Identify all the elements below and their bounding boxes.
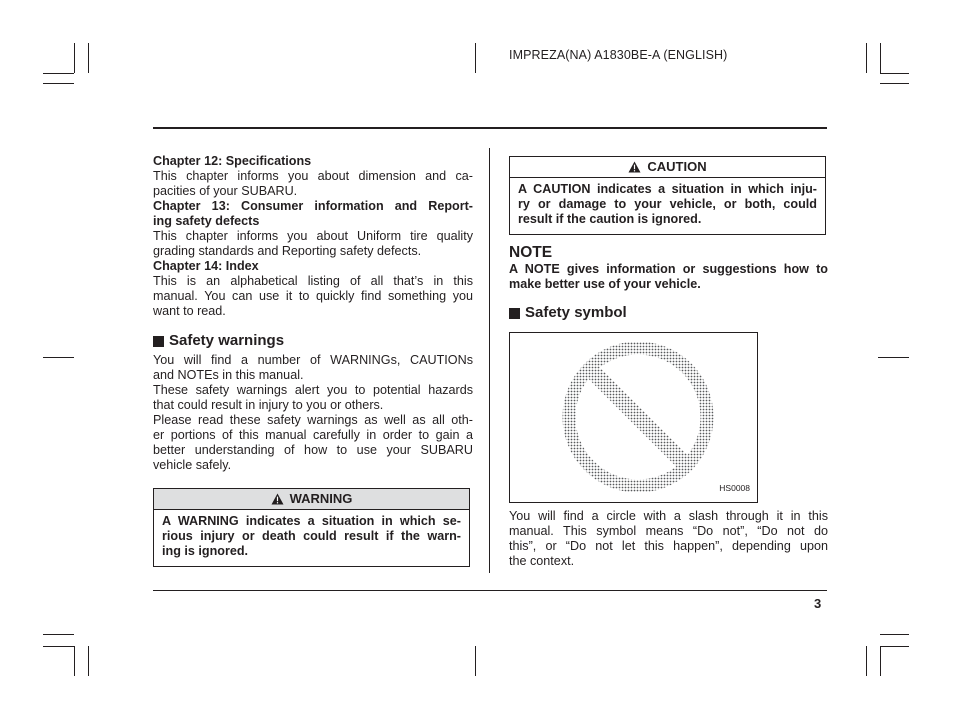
text-line: better understanding of how to use your SUBARU: [153, 443, 473, 457]
text-line: ing is ignored.: [162, 544, 249, 558]
heading-text: Safety warnings: [169, 332, 285, 349]
text-line: A WARNING indicates a situation in which se-: [162, 514, 461, 528]
text-line: Chapter 13: Consumer information and Report-: [153, 199, 473, 213]
text-line: You will find a circle with a slash through it in this: [509, 509, 828, 523]
text-line: ing safety defects: [153, 214, 260, 228]
warning-box-header: [154, 489, 469, 510]
bottom-rule: [153, 590, 827, 591]
caution-box: [509, 156, 826, 235]
text-line: This chapter informs you about dimension and ca-: [153, 169, 473, 183]
safety-symbol-text: [509, 509, 828, 569]
text-line: This is an alphabetical listing of all that’s in this: [153, 274, 473, 288]
text-line: make better use of your vehicle.: [509, 277, 701, 291]
chapter-12-text: [153, 169, 473, 199]
page-number: 3: [814, 596, 822, 611]
chapter-14-title: Chapter 14: Index: [153, 259, 259, 273]
right-column: [509, 156, 828, 569]
square-bullet-icon: [509, 308, 520, 319]
text-line: manual. This symbol means “Do not”, “Do not do: [509, 524, 828, 538]
caution-box-header: [510, 157, 825, 178]
text-line: A NOTE gives information or suggestions how to: [509, 262, 828, 276]
text-line: A CAUTION indicates a situation in which inju-: [518, 182, 817, 196]
chapter-13-title: [153, 199, 473, 229]
warning-box-body: [154, 510, 469, 566]
text-line: this”, or “Do not let this happen”, depending upon: [509, 539, 828, 553]
caution-box-body: [510, 178, 825, 234]
text-line: er portions of this manual carefully in order to gain a: [153, 428, 473, 442]
text-line: Please read these safety warnings as well as all oth-: [153, 413, 473, 427]
chapter-14-text: [153, 274, 473, 319]
text-line: and NOTEs in this manual.: [153, 368, 304, 382]
warning-box-title: WARNING: [289, 491, 353, 506]
caution-box-title: CAUTION: [647, 159, 707, 174]
safety-symbol-heading: [509, 304, 828, 322]
top-rule: [153, 127, 827, 129]
left-column: [153, 154, 473, 567]
note-text: [509, 262, 828, 292]
text-line: grading standards and Reporting safety defects.: [153, 244, 422, 258]
text-line: want to read.: [153, 304, 226, 318]
note-title: NOTE: [509, 244, 553, 261]
warning-triangle-icon: [628, 161, 641, 173]
text-line: the context.: [509, 554, 575, 568]
chapter-13-text: [153, 229, 473, 259]
warning-box: [153, 488, 470, 567]
text-line: result if the caution is ignored.: [518, 212, 702, 226]
text-line: This chapter informs you about Uniform tire quality: [153, 229, 473, 243]
column-divider: [489, 148, 490, 573]
text-line: pacities of your SUBARU.: [153, 184, 298, 198]
text-line: that could result in injury to you or others.: [153, 398, 384, 412]
text-line: These safety warnings alert you to potential hazards: [153, 383, 473, 397]
chapter-12-title: Chapter 12: Specifications: [153, 154, 312, 168]
text-line: You will find a number of WARNINGs, CAUTIONs: [153, 353, 473, 367]
prohibition-symbol-icon: [510, 333, 757, 502]
text-line: manual. You can use it to quickly find something you: [153, 289, 473, 303]
safety-symbol-figure: [509, 332, 758, 503]
safety-warnings-text: [153, 353, 473, 473]
text-line: vehicle safely.: [153, 458, 232, 472]
text-line: rious injury or death could result if the warn-: [162, 529, 461, 543]
safety-warnings-heading: [153, 332, 473, 350]
heading-text: Safety symbol: [525, 304, 627, 321]
document-code: IMPREZA(NA) A1830BE-A (ENGLISH): [509, 48, 728, 62]
warning-triangle-icon: [271, 493, 284, 505]
figure-code: HS0008: [719, 483, 750, 493]
text-line: ry or damage to your vehicle, or both, could: [518, 197, 817, 211]
square-bullet-icon: [153, 336, 164, 347]
